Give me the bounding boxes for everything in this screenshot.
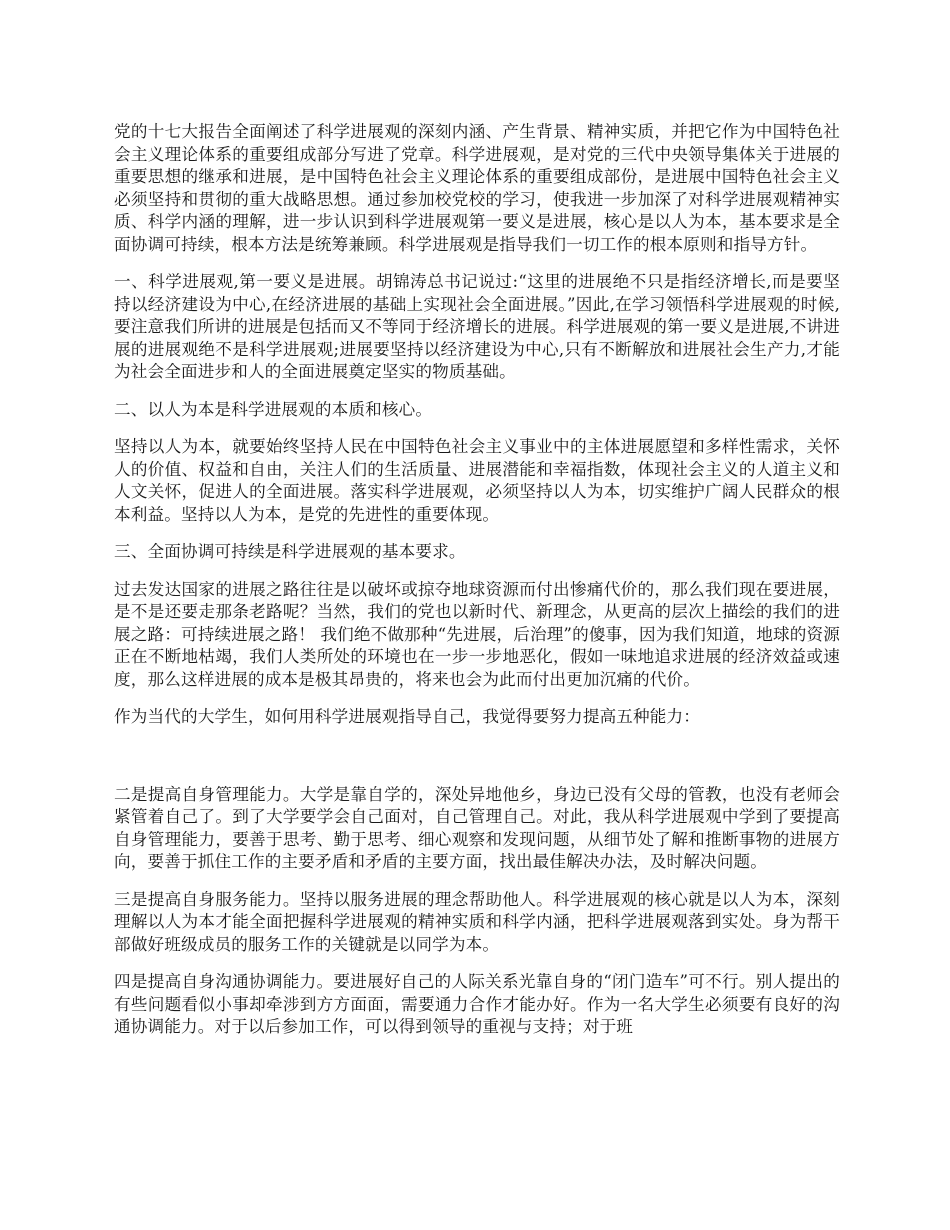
section-three-paragraph: 过去发达国家的进展之路往往是以破坏或掠夺地球资源而付出惨痛代价的，那么我们现在要进展，是不是还要走那条老路呢？当然，我们的党也以新时代、新理念，从更高的层次上描绘的我们的进展之路：可持续进展之路！ 我们绝不做那种“先进展，后治理”的傻事，因为我们知道，地球的资源正在不断地枯竭，我们人类所处的环境也在一步一步地恶化，假如一味地追求进展的经济效益或速度，那么这样进展的成本是极其昂贵的，将来也会为此而付出更加沉痛的代价。: [114, 579, 840, 689]
section-three-heading: 三、全面协调可持续是科学进展观的基本要求。: [114, 542, 466, 561]
section-one-paragraph: 一、科学进展观,第一要义是进展。胡锦涛总书记说过:“这里的进展绝不只是指经济增长,而是要坚持以经济建设为中心,在经济进展的基础上实现社会全面进展。”因此,在学习领悟科学进展观的时候,要注意我们所讲的进展是包括而又不等同于经济增长的进展。科学进展观的第一要义是进展,不讲进展的进展观绝不是科学进展观;进展要坚持以经济建设为中心,只有不断解放和进展社会生产力,才能为社会全面进步和人的全面进展奠定坚实的物质基础。: [114, 272, 840, 381]
blank-gap: [114, 744, 840, 784]
ability-three-paragraph: 三是提高自身服务能力。坚持以服务进展的理念帮助他人。科学进展观的核心就是以人为本，深刻理解以人为本才能全面把握科学进展观的精神实质和科学内涵，把科学进展观落到实处。身为帮干部做好班级成员的服务工作的关键就是以同学为本。: [114, 889, 840, 954]
section-two-heading: 二、以人为本是科学进展观的本质和核心。: [114, 399, 433, 419]
section-two-paragraph: 坚持以人为本，就要始终坚持人民在中国特色社会主义事业中的主体进展愿望和多样性需求，关怀人的价值、权益和自由，关注人们的生活质量、进展潜能和幸福指数，体现社会主义的人道主义和人文关怀，促进人的全面进展。落实科学进展观，必须坚持以人为本，切实维护广阔人民群众的根本利益。坚持以人为本，是党的先进性的重要体现。: [114, 437, 840, 524]
ability-two-paragraph: 二是提高自身管理能力。大学是靠自学的，深处异地他乡，身边已没有父母的管教，也没有老师会紧管着自己了。到了大学要学会自己面对，自己管理自己。对此，我从科学进展观中学到了要提高自身管理能力，要善于思考、勤于思考、细心观察和发现问题，从细节处了解和推断事物的进展方向，要善于抓住工作的主要矛盾和矛盾的主要方面，找出最佳解决办法，及时解决问题。: [114, 784, 840, 871]
five-abilities-intro: 作为当代的大学生，如何用科学进展观指导自己，我觉得要努力提高五种能力：: [114, 707, 701, 726]
intro-paragraph: 党的十七大报告全面阐述了科学进展观的深刻内涵、产生背景、精神实质，并把它作为中国特色社会主义理论体系的重要组成部分写进了党章。科学进展观，是对党的三代中央领导集体关于进展的重要思想的继承和进展，是中国特色社会主义理论体系的重要组成部份，是进展中国特色社会主义必须坚持和贯彻的重大战略思想。通过参加校党校的学习，使我进一步加深了对科学进展观精神实质、科学内涵的理解，进一步认识到科学进展观第一要义是进展，核心是以人为本，基本要求是全面协调可持续，根本方法是统筹兼顾。科学进展观是指导我们一切工作的根本原则和指导方针。: [114, 122, 840, 254]
document-body: [114, 121, 840, 1054]
ability-four-paragraph: 四是提高自身沟通协调能力。要进展好自己的人际关系光靠自身的“闭门造车”可不行。别人提出的有些问题看似小事却牵涉到方方面面，需要通力合作才能办好。作为一名大学生必须要有良好的沟通协调能力。对于以后参加工作，可以得到领导的重视与支持；对于班: [114, 972, 840, 1036]
